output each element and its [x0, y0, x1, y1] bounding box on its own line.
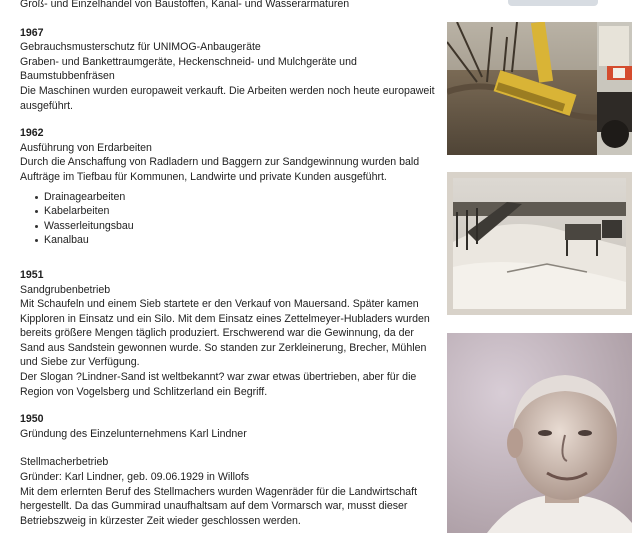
photo-portrait-karl-lindner — [447, 333, 632, 533]
bullet-item: Kabelarbeiten — [35, 204, 440, 219]
bullet-item: Kanalbau — [35, 233, 440, 248]
section-line: Durch die Anschaffung von Radladern und Baggern zur Sandgewinnung wurden bald Aufträge im Tiefbau für Kommunen, Landwirte und private Kunden ausgeführt. — [20, 156, 420, 183]
section-line: Ausführung von Erdarbeiten — [20, 141, 152, 154]
photo-sand-pit-bw — [447, 172, 632, 315]
year-heading: 1951 — [20, 268, 44, 281]
section-line: Die Maschinen wurden europaweit verkauft. Die Arbeiten werden noch heute europaweit ausgeführt. — [20, 84, 435, 112]
section-line: Graben- und Bankettraumgeräte, Heckenschneid- und Mulchgeräte und Baumstubbenfräsen — [20, 55, 357, 83]
section-1967 — [20, 26, 440, 114]
year-heading: 1962 — [20, 127, 44, 140]
bullet-item: Drainagearbeiten — [35, 190, 440, 205]
section-line: Mit dem erlernten Beruf des Stellmachers wurden Wagenräder für die Landwirtschaft hergestellt. Da das Gummirad unaufhaltsam auf dem Vormarsch war, musst dieser Betriebszweig in kürzester Zeit wieder geschlossen werden. — [20, 485, 418, 527]
section-line: Sandgrubenbetrieb — [20, 283, 111, 296]
photo-mulcher-unimog — [447, 22, 632, 155]
section-line: Gründung des Einzelunternehmens Karl Lindner — [20, 427, 247, 440]
section-1950 — [20, 412, 440, 441]
section-line: Gründer: Karl Lindner, geb. 09.06.1929 in Willofs — [20, 471, 250, 484]
history-text-column — [20, 0, 440, 541]
cropped-photo-edge — [508, 0, 598, 6]
year-heading: 1967 — [20, 26, 44, 39]
year-heading: 1950 — [20, 413, 44, 426]
intro-line: Groß- und Einzelhandel von Baustoffen, Kanal- und Wasserarmaturen — [20, 0, 350, 10]
section-line: Der Slogan ?Lindner-Sand ist weltbekannt? war zwar etwas übertrieben, aber für die Region von Vogelsberg und Schlitzerland ein Begriff. — [20, 371, 417, 398]
section-1951 — [20, 268, 440, 399]
section-line: Stellmacherbetrieb — [20, 456, 109, 469]
section-line: Mit Schaufeln und einem Sieb startete er den Verkauf von Mauersand. Später kamen Kipploren in Einsatz und ein Silo. Mit dem Einsatz eines Zettelmeyer-Hubladers wurden bereits größere Mengen täglich produziert. Erschwerend war die Gewinnung, da der Sand aus Sandstein gewonnen wurde. So standen zur Zerkleinerung, Brecher, Mühlen und Siebe zur Verfügung. — [20, 298, 430, 369]
bullet-item: Wasserleitungsbau — [35, 219, 440, 234]
section-1962 — [20, 126, 440, 248]
section-stellmacher — [20, 455, 440, 528]
bullet-list — [20, 190, 440, 248]
section-line: Gebrauchsmusterschutz für UNIMOG-Anbaugeräte — [20, 41, 261, 54]
